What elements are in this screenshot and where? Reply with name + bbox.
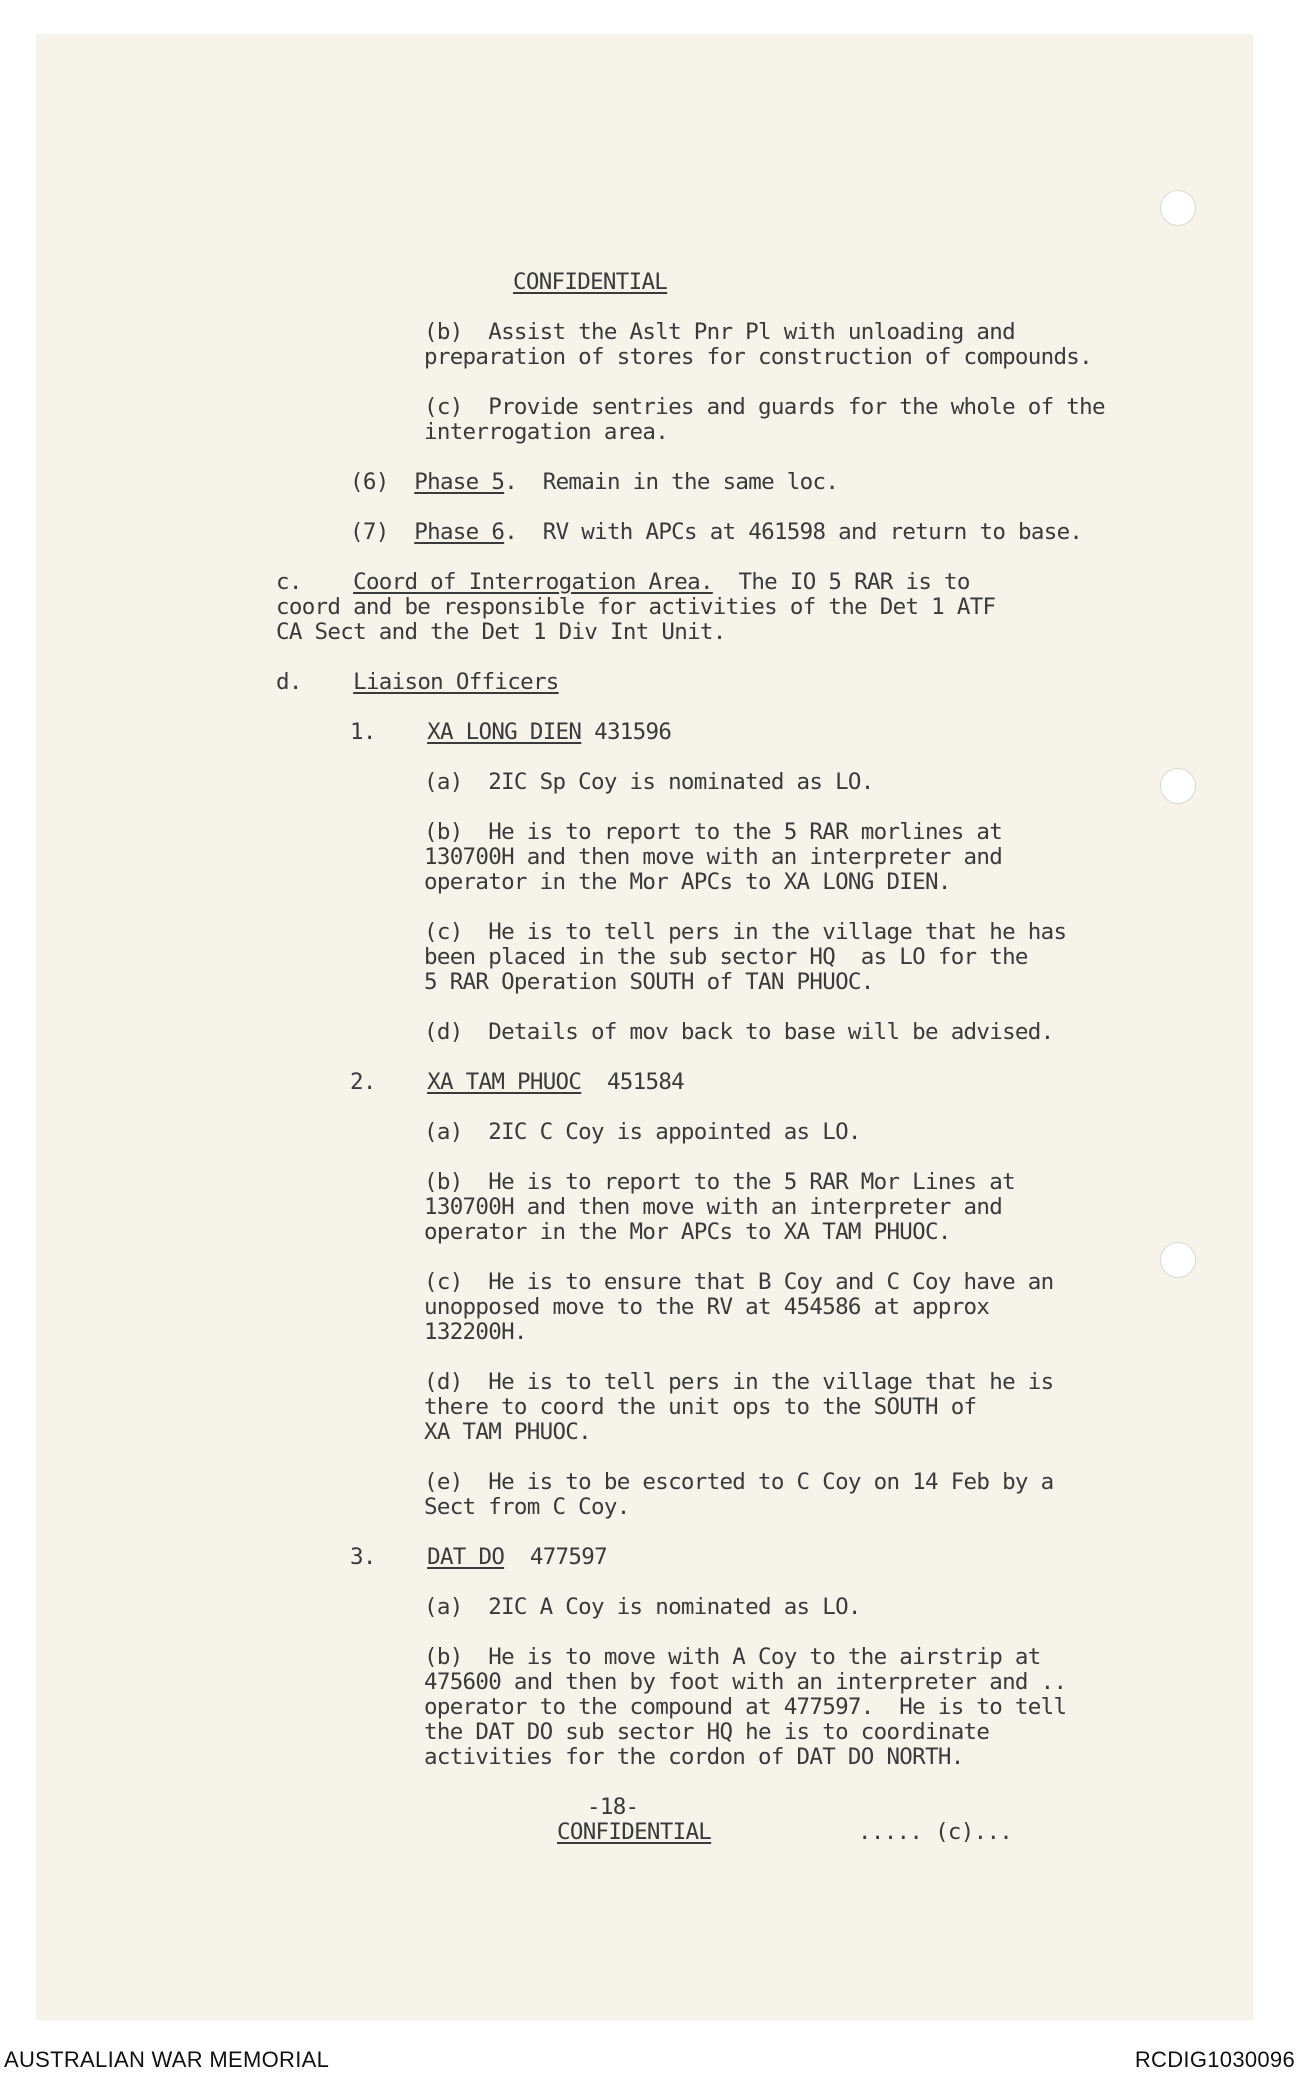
lo2-grid: 451584 <box>581 1069 685 1095</box>
lo3-b-3: operator to the compound at 477597. He is to tell <box>424 1694 1067 1720</box>
section-c-heading <box>276 570 970 595</box>
section-c-title: Coord of Interrogation Area. <box>353 569 713 595</box>
lo2-a: (a) 2IC C Coy is appointed as LO. <box>424 1119 861 1145</box>
lo2-c-1: (c) He is to ensure that B Coy and C Coy have an <box>424 1269 1054 1295</box>
page-number: -18- <box>587 1794 639 1820</box>
lo2-heading <box>350 1070 684 1095</box>
lo1-grid: 431596 <box>581 719 672 745</box>
lo3-b-1: (b) He is to move with A Coy to the airstrip at <box>424 1644 1041 1670</box>
lo2-c-2: unopposed move to the RV at 454586 at approx <box>424 1294 990 1320</box>
lo1-c-1: (c) He is to tell pers in the village that he has <box>424 919 1067 945</box>
section-d-letter: d. <box>276 669 302 695</box>
phase-6-paragraph <box>350 520 1082 545</box>
archive-reference: RCDIG1030096 <box>1134 2047 1295 2072</box>
lo2-e-2: Sect from C Coy. <box>424 1494 630 1520</box>
punch-hole-top <box>1160 190 1196 226</box>
section-c-text: The IO 5 RAR is to <box>712 569 970 595</box>
section-c-letter: c. <box>276 569 302 595</box>
lo2-e-1: (e) He is to be escorted to C Coy on 14 Feb by a <box>424 1469 1054 1495</box>
lo1-b-3: operator in the Mor APCs to XA LONG DIEN. <box>424 869 951 895</box>
lo1-c-2: been placed in the sub sector HQ as LO for the <box>424 944 1028 970</box>
lo2-c-3: 132200H. <box>424 1319 527 1345</box>
lo3-b-2: 475600 and then by foot with an interpreter and .. <box>424 1669 1067 1695</box>
section-d-heading <box>276 670 559 695</box>
lo1-d: (d) Details of mov back to base will be advised. <box>424 1019 1054 1045</box>
lo3-heading <box>350 1545 607 1570</box>
lo1-title: XA LONG DIEN <box>427 719 582 745</box>
para-b-line-1: (b) Assist the Aslt Pnr Pl with unloading and <box>424 319 1015 345</box>
lo2-title: XA TAM PHUOC <box>427 1069 582 1095</box>
lo3-title: DAT DO <box>427 1544 505 1570</box>
lo2-d-3: XA TAM PHUOC. <box>424 1419 591 1445</box>
lo1-a: (a) 2IC Sp Coy is nominated as LO. <box>424 769 874 795</box>
lo1-b-1: (b) He is to report to the 5 RAR morlines at <box>424 819 1003 845</box>
lo1-c-3: 5 RAR Operation SOUTH of TAN PHUOC. <box>424 969 874 995</box>
section-c-line-2: coord and be responsible for activities of the Det 1 ATF <box>276 594 996 620</box>
lo2-b-2: 130700H and then move with an interpreter and <box>424 1194 1003 1220</box>
phase-5-text: . Remain in the same loc. <box>504 469 839 495</box>
archive-institution: AUSTRALIAN WAR MEMORIAL <box>4 2047 330 2072</box>
lo3-number: 3. <box>350 1544 376 1570</box>
lo1-b-2: 130700H and then move with an interpreter and <box>424 844 1003 870</box>
lo3-b-4: the DAT DO sub sector HQ he is to coordinate <box>424 1719 990 1745</box>
footer-confidential: CONFIDENTIAL <box>557 1819 712 1845</box>
lo1-number: 1. <box>350 719 376 745</box>
lo3-b-5: activities for the cordon of DAT DO NORTH. <box>424 1744 964 1770</box>
punch-hole-middle <box>1160 768 1196 804</box>
para-c-line-1: (c) Provide sentries and guards for the whole of the <box>424 394 1105 420</box>
para-c-line-2: interrogation area. <box>424 419 669 445</box>
lo3-grid: 477597 <box>504 1544 607 1570</box>
phase-5-number: (6) <box>350 469 389 495</box>
phase-6-title: Phase 6 <box>414 519 505 545</box>
lo2-d-1: (d) He is to tell pers in the village that he is <box>424 1369 1054 1395</box>
continuation-marker: ..... (c)... <box>858 1819 1013 1845</box>
lo3-a: (a) 2IC A Coy is nominated as LO. <box>424 1594 861 1620</box>
section-c-line-3: CA Sect and the Det 1 Div Int Unit. <box>276 619 726 645</box>
lo2-d-2: there to coord the unit ops to the SOUTH of <box>424 1394 977 1420</box>
phase-6-text: . RV with APCs at 461598 and return to base. <box>504 519 1083 545</box>
header-confidential: CONFIDENTIAL <box>513 269 668 295</box>
phase-6-number: (7) <box>350 519 389 545</box>
lo1-heading <box>350 720 671 745</box>
punch-hole-lower <box>1160 1242 1196 1278</box>
phase-5-title: Phase 5 <box>414 469 505 495</box>
section-d-title: Liaison Officers <box>353 669 559 695</box>
para-b-line-2: preparation of stores for construction of compounds. <box>424 344 1092 370</box>
lo2-b-3: operator in the Mor APCs to XA TAM PHUOC. <box>424 1219 951 1245</box>
lo2-b-1: (b) He is to report to the 5 RAR Mor Lines at <box>424 1169 1015 1195</box>
lo2-number: 2. <box>350 1069 376 1095</box>
phase-5-paragraph <box>350 470 838 495</box>
